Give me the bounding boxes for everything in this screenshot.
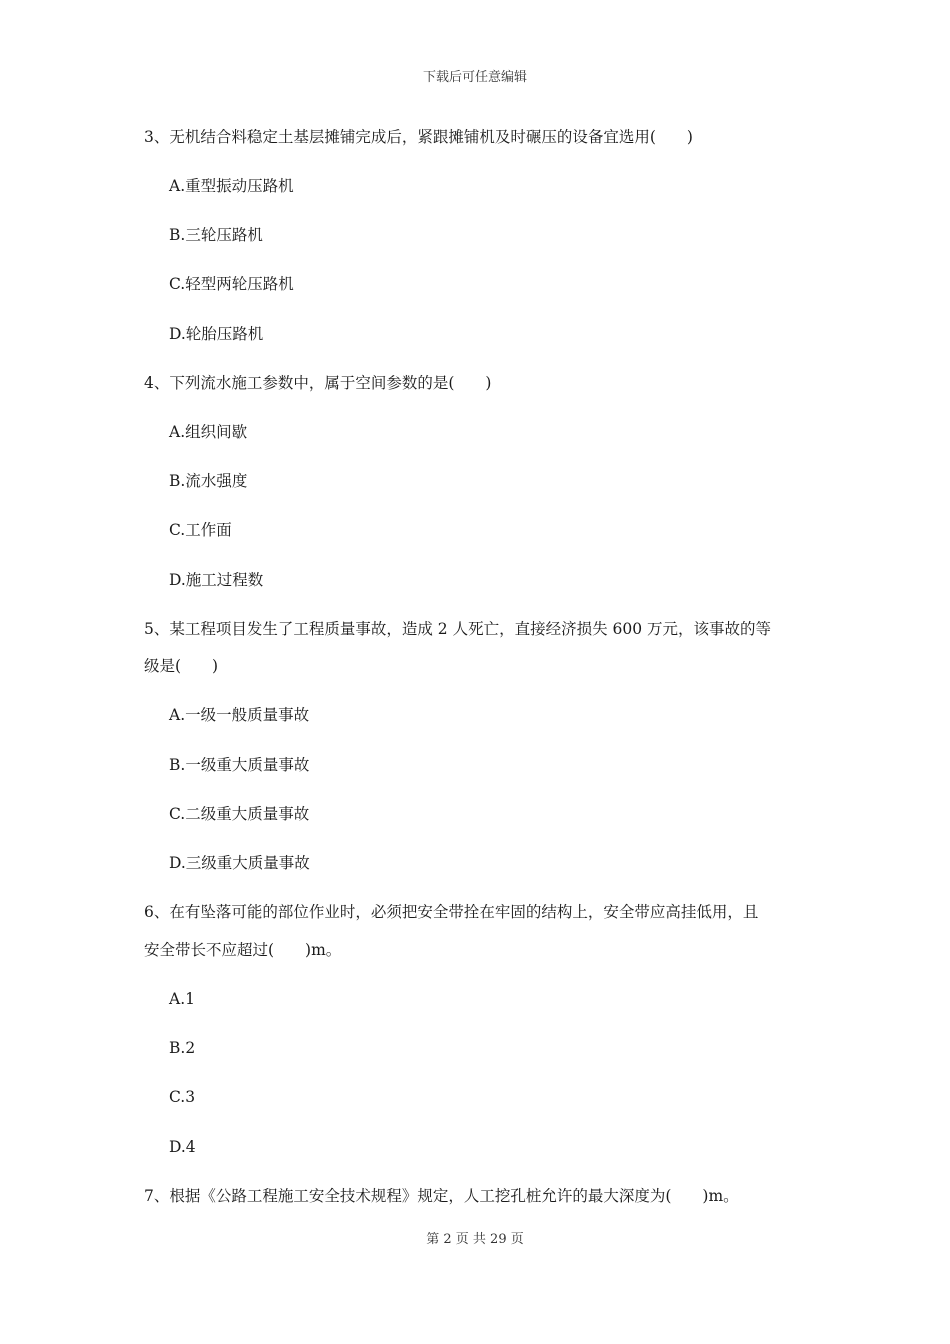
question-3-option-a: A.重型振动压路机	[169, 177, 294, 195]
question-4-option-d: D.施工过程数	[169, 571, 264, 589]
question-3-option-c: C.轻型两轮压路机	[169, 275, 294, 293]
question-6-option-c: C.3	[169, 1088, 196, 1106]
question-6-option-a: A.1	[169, 990, 195, 1008]
question-5-option-b: B.一级重大质量事故	[169, 756, 310, 774]
question-6-option-d: D.4	[169, 1138, 196, 1156]
question-5-stem-line-2: 级是( )	[144, 657, 219, 675]
question-7-stem-line-1: 7、根据《公路工程施工安全技术规程》规定，人工挖孔桩允许的最大深度为( )m。	[144, 1187, 739, 1205]
question-5-option-c: C.二级重大质量事故	[169, 805, 310, 823]
question-5-stem-line-1: 5、某工程项目发生了工程质量事故，造成 2 人死亡，直接经济损失 600 万元，该事故的等	[144, 620, 772, 638]
page-header: 下载后可任意编辑	[422, 70, 527, 85]
question-5-option-a: A.一级一般质量事故	[169, 706, 310, 724]
question-3-option-b: B.三轮压路机	[169, 226, 263, 244]
page-footer: 第 2 页 共 29 页	[426, 1232, 524, 1247]
question-6-option-b: B.2	[169, 1039, 196, 1057]
question-6-stem-line-2: 安全带长不应超过( )m。	[144, 941, 342, 959]
question-4-option-b: B.流水强度	[169, 472, 248, 490]
question-4-stem-line-1: 4、下列流水施工参数中，属于空间参数的是( )	[144, 374, 492, 392]
question-3-stem-line-1: 3、无机结合料稳定土基层摊铺完成后，紧跟摊铺机及时碾压的设备宜选用( )	[144, 128, 693, 146]
question-3-option-d: D.轮胎压路机	[169, 325, 264, 343]
question-6-stem-line-1: 6、在有坠落可能的部位作业时，必须把安全带拴在牢固的结构上，安全带应高挂低用，且	[144, 903, 759, 921]
question-5-option-d: D.三级重大质量事故	[169, 854, 310, 872]
question-4-option-c: C.工作面	[169, 521, 232, 539]
question-4-option-a: A.组织间歇	[169, 423, 248, 441]
